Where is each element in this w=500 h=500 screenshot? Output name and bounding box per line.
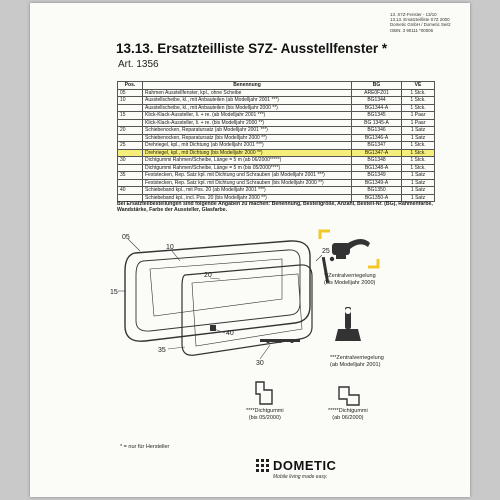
cell-benennung: Rahmen Ausstellfenster, kpl., ohne Scheibe	[143, 89, 352, 97]
table-row	[118, 89, 435, 97]
table-row	[118, 164, 435, 172]
table-row	[118, 157, 435, 165]
cell-bg: BG1348	[352, 157, 402, 165]
cell-pos: 35	[118, 172, 143, 180]
cell-pos: 15	[118, 112, 143, 120]
latch-2000-drawing	[318, 229, 380, 269]
cell-ve: 1 Stck.	[402, 104, 435, 112]
cell-pos: 40	[118, 187, 143, 195]
table-row	[118, 97, 435, 105]
callout-10: 10	[166, 244, 174, 251]
cell-bg: BG1347-A	[352, 149, 402, 157]
cell-benennung: Drehriegel, kpl., mit Dichtung (ab Modelljahr 2001 ***)	[143, 142, 352, 150]
cell-bg: BG1348-A	[352, 164, 402, 172]
frame-outer	[125, 241, 310, 341]
callout-40: 40	[226, 330, 234, 337]
cell-ve: 1 Paar	[402, 112, 435, 120]
header-pos: Pos.	[118, 82, 143, 90]
meta-line: 13. S7Z-Fenster - 13/10	[390, 12, 437, 17]
cell-bg: BG1346	[352, 127, 402, 135]
page-title: 13.13. Ersatzteilliste S7Z- Ausstellfenster *	[116, 41, 388, 56]
cell-ve: 1 Satz	[402, 127, 435, 135]
footnote-hersteller: * = nur für Hersteller	[120, 444, 170, 450]
table-header-row	[118, 82, 435, 90]
cell-ve: 1 Stck.	[402, 149, 435, 157]
brand-name: DOMETIC	[273, 458, 337, 473]
label-line: ****Dichtgummi	[246, 408, 284, 414]
label-line: (ab 06/2000)	[332, 414, 364, 421]
label-line: ***Zentralverriegelung	[330, 355, 384, 361]
cell-benennung: Schiebenocken, Reparatursatz (bis Modelljahr 2000 **)	[143, 134, 352, 142]
gasket-ab-drawing	[335, 381, 363, 411]
cell-bg: BG1346-A	[352, 134, 402, 142]
header-benennung: Benennung	[143, 82, 352, 90]
latch-2001-part	[335, 307, 361, 341]
callout-15: 15	[110, 289, 118, 296]
cell-pos: 30	[118, 157, 143, 165]
cell-benennung: Dichtgummi Rahmen/Scheibe, Länge = 5 m (bis 05/2000****)	[143, 164, 352, 172]
cell-bg: BG 1345-A	[352, 119, 402, 127]
table-row	[118, 149, 435, 157]
cell-ve: 1 Satz	[402, 134, 435, 142]
cell-bg: BG1344	[352, 97, 402, 105]
cell-pos: 20	[118, 127, 143, 135]
table-row	[118, 134, 435, 142]
cell-bg: BG1347	[352, 142, 402, 150]
parts-table-body	[118, 89, 435, 202]
label-line: **Zentralverriegelung	[324, 273, 376, 279]
table-row	[118, 112, 435, 120]
cell-pos	[118, 179, 143, 187]
cell-pos	[118, 149, 143, 157]
table-row	[118, 172, 435, 180]
meta-line: 13.13. Ersatzteilliste S7Z 2000	[390, 17, 450, 23]
cell-bg: BG1345	[352, 112, 402, 120]
table-row	[118, 119, 435, 127]
cell-ve: 1 Stck.	[402, 164, 435, 172]
cell-benennung: Feststecken, Rep. Satz kpl. mit Dichtung und Schrauben (ab Modelljahr 2001 ***)	[143, 172, 352, 180]
cell-ve: 1 Stck.	[402, 97, 435, 105]
cell-pos	[118, 134, 143, 142]
cell-pos: 25	[118, 142, 143, 150]
cell-bg: BG1350	[352, 187, 402, 195]
callout-25: 25	[322, 248, 330, 255]
cell-pos: 10	[118, 97, 143, 105]
label-zentralverriegelung-2000	[324, 273, 376, 286]
header-bg: BG	[352, 82, 402, 90]
label-dichtgummi-ab	[328, 408, 368, 421]
cell-pos	[118, 164, 143, 172]
cell-benennung: Ausstellscheibe, kl., mit Anbauteilen (ab Modelljahr 2001 ***)	[143, 97, 352, 105]
cell-ve: 1 Satz	[402, 179, 435, 187]
cell-bg: BG1349	[352, 172, 402, 180]
cell-pos	[118, 119, 143, 127]
label-line: (bis 05/2000)	[248, 414, 281, 421]
cell-benennung: Dichtgummi Rahmen/Scheibe, Länge = 5 m (ab 06/2000*****)	[143, 157, 352, 165]
label-line: (ab Modelljahr 2001)	[330, 361, 381, 368]
table-row	[118, 104, 435, 112]
cell-benennung: Klick-Klack-Aussteller, li. + re. (bis Modelljahr 2000 **)	[143, 119, 352, 127]
document-page	[30, 3, 470, 497]
latch-2000-part	[332, 239, 370, 259]
cell-pos: 05	[118, 89, 143, 97]
cell-bg: BG1349-A	[352, 179, 402, 187]
cell-benennung: Klick-Klack-Aussteller, li. + re. (ab Modelljahr 2001 ***)	[143, 112, 352, 120]
latch-2001-drawing	[328, 303, 368, 349]
header-ve: VE	[402, 82, 435, 90]
table-row	[118, 127, 435, 135]
callout-labels	[110, 234, 330, 366]
cell-benennung: Ausstellscheibe, kl., mit Anbauteilen (bis Modelljahr 2000 **)	[143, 104, 352, 112]
cell-ve: 1 Satz	[402, 187, 435, 195]
cell-ve: 1 Satz	[402, 194, 435, 202]
cell-ve: 1 Stck.	[402, 89, 435, 97]
cell-benennung: Schiebeband kpl., mit Pos. 20 (ab Modelljahr 2001 ***)	[143, 187, 352, 195]
callout-20: 20	[204, 272, 212, 279]
label-line: *****Dichtgummi	[328, 408, 368, 414]
brand-tagline: Mobile living made easy.	[273, 474, 328, 480]
cell-bg: BG1350-A	[352, 194, 402, 202]
label-zentralverriegelung-2001	[330, 355, 384, 368]
cell-benennung: Feststecken, Rep. Satz kpl. mit Dichtung und Schrauben (bis Modelljahr 2000 **)	[143, 179, 352, 187]
label-dichtgummi-bis	[246, 408, 284, 421]
parts-table	[117, 81, 435, 202]
gasket-bis-drawing	[250, 378, 278, 408]
cell-benennung: Schiebeband kpl., incl. Pos. 20 (bis Modelljahr 2000 **)	[143, 194, 352, 202]
order-note: Bei Ersatzteilbestellungen sind folgende Angaben zu machen: Benennung, Bestellgröße, Anzahl, Bestell-Nr. (BG), Rahmenfarbe, Wandstärke, Farbe der Aussteller, Glasfarbe.	[117, 201, 433, 214]
cell-benennung: Schiebenocken, Reparatursatz (ab Modelljahr 2001 ***)	[143, 127, 352, 135]
table-row	[118, 142, 435, 150]
cell-bg: BG1344-A	[352, 104, 402, 112]
table-row	[118, 187, 435, 195]
cell-benennung: Drehriegel, kpl., mit Dichtung (bis Modelljahr 2000 **)	[143, 149, 352, 157]
article-number: Art. 1356	[118, 59, 159, 70]
callout-35: 35	[158, 347, 166, 354]
meta-line: ISBN: 3 90111 *00006	[390, 27, 434, 33]
cell-ve: 1 Stck.	[402, 142, 435, 150]
callout-05: 05	[122, 234, 130, 241]
dometic-logo-icon	[255, 458, 271, 474]
table-row	[118, 179, 435, 187]
cell-ve: 1 Satz	[402, 172, 435, 180]
cell-ve: 1 Paar	[402, 119, 435, 127]
label-line: (bis Modelljahr 2000)	[324, 279, 376, 286]
document-meta	[390, 12, 460, 33]
cell-pos	[118, 104, 143, 112]
callout-30: 30	[256, 360, 264, 366]
cell-bg: ARE0FZ01	[352, 89, 402, 97]
meta-line: Dometic GmbH / Dometic Seitz	[390, 22, 451, 28]
cell-ve: 1 Stck.	[402, 157, 435, 165]
